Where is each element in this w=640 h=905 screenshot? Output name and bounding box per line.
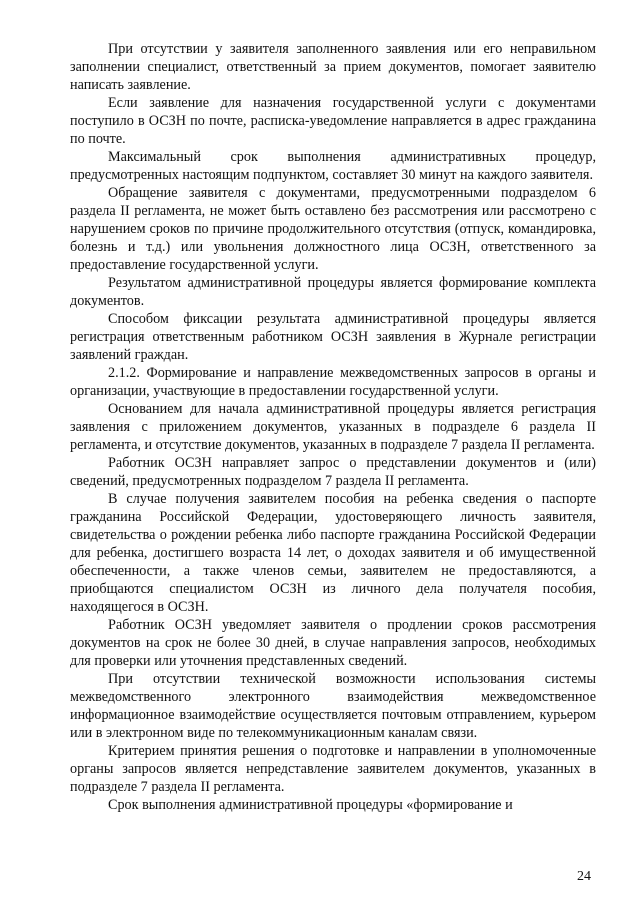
paragraph-6: Способом фиксации результата административной процедуры является регистрация ответственным работником ОСЗН заявления в Журнале регистрации заявлений граждан. xyxy=(70,311,596,363)
paragraph-3: Максимальный срок выполнения административных процедур, предусмотренных настоящим подпунктом, составляет 30 минут на каждого заявителя. xyxy=(70,149,596,183)
paragraph-8: Основанием для начала административной процедуры является регистрация заявления с приложением документов, указанных в подразделе 6 раздела II регламента, и отсутствие документов, указанных в подразделе 7 раздела II регламента. xyxy=(70,401,596,453)
paragraph-5: Результатом административной процедуры является формирование комплекта документов. xyxy=(70,275,596,309)
paragraph-11: Работник ОСЗН уведомляет заявителя о продлении сроков рассмотрения документов на срок не более 30 дней, в случае направления запросов, необходимых для проверки или уточнения представленных сведений. xyxy=(70,617,596,669)
paragraph-14: Срок выполнения административной процедуры «формирование и xyxy=(108,797,513,813)
paragraph-2: Если заявление для назначения государственной услуги с документами поступило в ОСЗН по почте, расписка-уведомление направляется в адрес гражданина по почте. xyxy=(70,95,596,147)
paragraph-10: В случае получения заявителем пособия на ребенка сведения о паспорте гражданина Российской Федерации, удостоверяющего личность заявителя, свидетельства о рождении ребенка либо паспорте гражданина Российской Федерации для ребенка, достигшего возраста 14 лет, о доходах заявителя и об имущественной обеспеченности, а также членов семьи, заявителем не предоставляются, а приобщаются специалистом ОСЗН из личного дела получателя пособия, находящегося в ОСЗН. xyxy=(70,491,596,615)
paragraph-12: При отсутствии технической возможности использования системы межведомственного электронного взаимодействия межведомственное информационное взаимодействие осуществляется почтовым отправлением, курьером или в электронном виде по телекоммуникационным каналам связи. xyxy=(70,671,596,741)
page-number: 24 xyxy=(577,869,591,884)
document-page xyxy=(70,40,596,814)
paragraph-1: При отсутствии у заявителя заполненного заявления или его неправильном заполнении специалист, ответственный за прием документов, помогает заявителю написать заявление. xyxy=(70,41,596,93)
paragraph-9: Работник ОСЗН направляет запрос о представлении документов и (или) сведений, предусмотренных подразделом 7 раздела II регламента. xyxy=(70,455,596,489)
section-heading-2-1-2: 2.1.2. Формирование и направление межведомственных запросов в органы и организации, участвующие в предоставлении государственной услуги. xyxy=(70,365,596,399)
paragraph-4: Обращение заявителя с документами, предусмотренными подразделом 6 раздела II регламента, не может быть оставлено без рассмотрения или рассмотрено с нарушением сроков по причине продолжительного отсутствия (отпуск, командировка, болезнь и т.д.) или увольнения должностного лица ОСЗН, ответственного за предоставление государственной услуги. xyxy=(70,185,596,273)
paragraph-13: Критерием принятия решения о подготовке и направлении в уполномоченные органы запросов является непредставление заявителем документов, указанных в подразделе 7 раздела II регламента. xyxy=(70,743,596,795)
